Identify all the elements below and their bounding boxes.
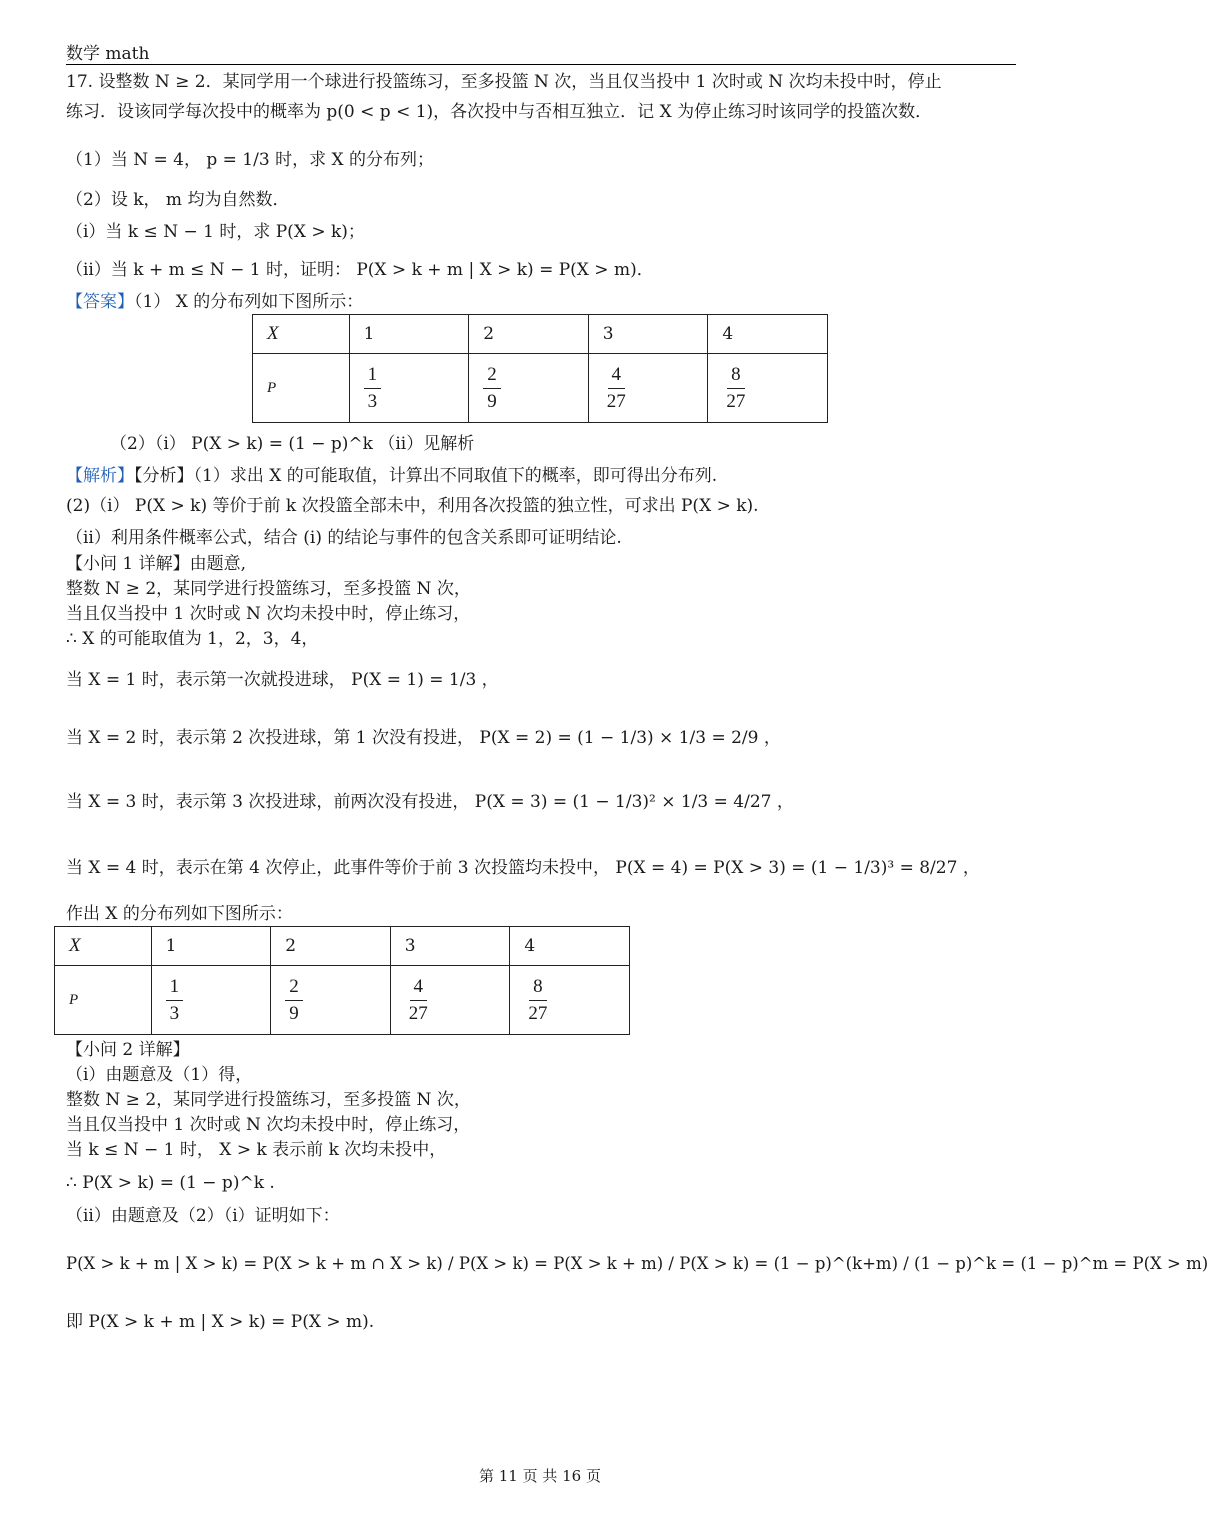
table-x-label: X — [55, 927, 152, 966]
table-x-label: X — [253, 315, 350, 354]
detail-2-line: 整数 N ≥ 2，某同学进行投篮练习，至多投篮 N 次， — [66, 1090, 471, 1110]
analysis-line-1 — [66, 464, 717, 488]
detail-1-line: ∴ X 的可能取值为 1，2，3，4， — [66, 629, 319, 649]
table-p-label: P — [55, 966, 152, 1035]
problem-line-1: 17. 设整数 N ≥ 2．某同学用一个球进行投篮练习，至多投篮 N 次，当且仅当投中 1 次时或 N 次均未投中时，停止 — [66, 72, 942, 92]
detail-1-title: 【小问 1 详解】由题意, — [66, 554, 247, 574]
table-x-value: 1 — [151, 927, 271, 966]
page-number: 第 11 页 共 16 页 — [478, 1467, 601, 1485]
detail-1-x3: 当 X = 3 时，表示第 3 次投进球，前两次没有投进， P(X = 3) = (1 − 1/3)² × 1/3 = 4/27 ， — [66, 792, 794, 812]
detail-1-conclude: 作出 X 的分布列如下图所示： — [66, 904, 293, 924]
detail-2-line: （i）由题意及（1）得， — [66, 1065, 253, 1085]
table-p-value — [151, 966, 271, 1035]
table-p-value — [510, 966, 630, 1035]
frac-num: 8 — [727, 364, 745, 389]
detail-1-x4: 当 X = 4 时，表示在第 4 次停止，此事件等价于前 3 次投篮均未投中， P(X = 4) = P(X > 3) = (1 − 1/3)³ = 8/27 ， — [66, 858, 980, 878]
frac-den: 27 — [408, 1002, 428, 1024]
frac-num: 1 — [166, 976, 184, 1001]
frac-den: 27 — [606, 390, 626, 412]
table-x-value: 2 — [271, 927, 391, 966]
detail-1-line: 当且仅当投中 1 次时或 N 次均未投中时，停止练习， — [66, 604, 471, 624]
frac-den: 9 — [487, 390, 497, 412]
question-2: （2）设 k， m 均为自然数． — [66, 190, 290, 210]
analysis-text-1: 【分析】（1）求出 X 的可能取值，计算出不同取值下的概率，即可得出分布列. — [134, 466, 718, 486]
table-p-value — [390, 966, 510, 1035]
table-x-value: 4 — [510, 927, 630, 966]
frac-den: 9 — [289, 1002, 299, 1024]
question-2ii: （ii）当 k + m ≤ N − 1 时，证明： P(X > k + m | X > k) = P(X > m)． — [66, 260, 654, 280]
frac-num: 4 — [608, 364, 626, 389]
table-x-value: 3 — [390, 927, 510, 966]
detail-1-line: 整数 N ≥ 2，某同学进行投篮练习，至多投篮 N 次， — [66, 579, 471, 599]
subject-header: 数学 math — [66, 44, 150, 64]
frac-den: 3 — [169, 1002, 180, 1024]
frac-den: 27 — [726, 390, 746, 412]
table-x-value: 2 — [469, 315, 589, 354]
table-x-value: 4 — [708, 315, 828, 354]
header-rule — [66, 64, 1016, 65]
table-x-value: 1 — [349, 315, 469, 354]
frac-num: 8 — [529, 976, 547, 1001]
detail-2-line: 当且仅当投中 1 次时或 N 次均未投中时，停止练习， — [66, 1115, 471, 1135]
frac-num: 2 — [285, 976, 303, 1001]
question-1: （1）当 N = 4， p = 1/3 时，求 X 的分布列； — [66, 150, 434, 170]
table-p-value — [708, 354, 828, 423]
detail-2-title: 【小问 2 详解】 — [66, 1040, 190, 1060]
distribution-table-1 — [252, 314, 828, 423]
detail-2-line: （ii）由题意及（2）（i）证明如下： — [66, 1206, 340, 1226]
frac-den: 27 — [528, 1002, 548, 1024]
frac-den: 3 — [367, 390, 378, 412]
problem-line-2: 练习．设该同学每次投中的概率为 p(0 < p < 1)，各次投中与否相互独立．记 X 为停止练习时该同学的投篮次数． — [66, 102, 933, 122]
detail-2-conclusion: 即 P(X > k + m | X > k) = P(X > m). — [66, 1312, 375, 1332]
table-x-value: 3 — [588, 315, 708, 354]
answer-text-1: （1） X 的分布列如下图所示： — [134, 292, 364, 312]
detail-2-line: ∴ P(X > k) = (1 − p)^k . — [66, 1173, 275, 1193]
table-p-label: P — [253, 354, 350, 423]
analysis-tag: 【解析】 — [66, 466, 134, 486]
table-p-value — [588, 354, 708, 423]
detail-1-x1: 当 X = 1 时，表示第一次就投进球， P(X = 1) = 1/3 ， — [66, 670, 499, 690]
table-p-value — [271, 966, 391, 1035]
analysis-line-3: （ii）利用条件概率公式，结合 (i) 的结论与事件的包含关系即可证明结论. — [66, 528, 622, 548]
analysis-line-2: (2)（i） P(X > k) 等价于前 k 次投篮全部未中，利用各次投篮的独立性，可求出 P(X > k). — [66, 496, 759, 516]
table-p-value — [469, 354, 589, 423]
answer-line-1 — [66, 290, 363, 314]
frac-num: 4 — [410, 976, 428, 1001]
frac-num: 1 — [364, 364, 382, 389]
distribution-table-2 — [54, 926, 630, 1035]
answer-line-2: （2）（i） P(X > k) = (1 − p)^k （ii）见解析 — [110, 434, 475, 454]
detail-1-x2: 当 X = 2 时，表示第 2 次投进球，第 1 次没有投进， P(X = 2) = (1 − 1/3) × 1/3 = 2/9 ， — [66, 728, 781, 748]
table-p-value — [349, 354, 469, 423]
frac-num: 2 — [483, 364, 501, 389]
question-2i: （i）当 k ≤ N − 1 时，求 P(X > k)； — [66, 222, 365, 242]
answer-tag: 【答案】 — [66, 292, 134, 312]
detail-2-proof: P(X > k + m | X > k) = P(X > k + m ∩ X > k) / P(X > k) = P(X > k + m) / P(X > k) = (1 − p)^(k+m) / (1 − p)^k = (1 − p)^m = P(X > m) — [66, 1254, 1208, 1273]
detail-2-line: 当 k ≤ N − 1 时， X > k 表示前 k 次均未投中， — [66, 1140, 447, 1160]
